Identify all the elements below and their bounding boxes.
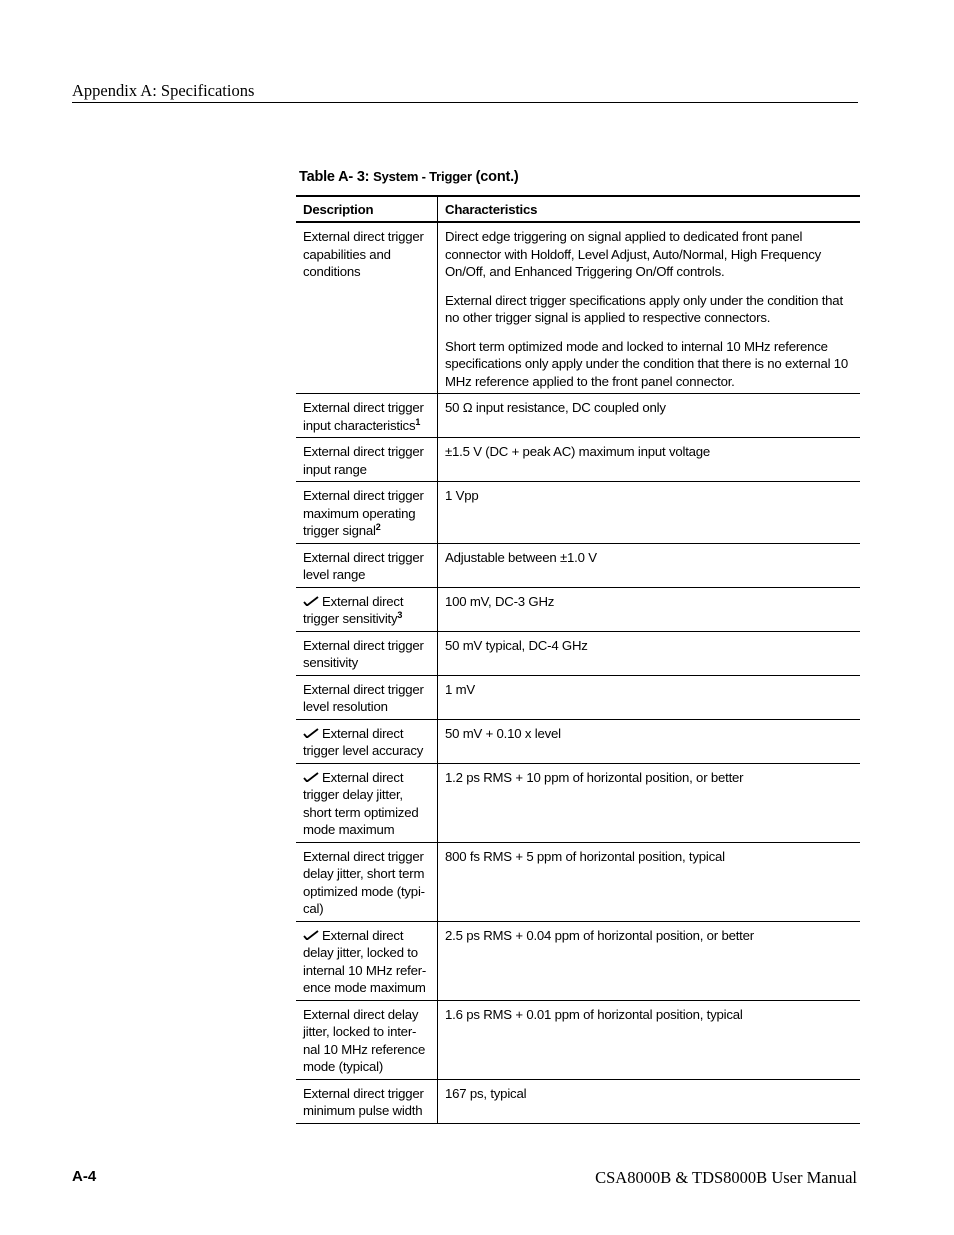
characteristics-text: 1 Vpp bbox=[445, 488, 479, 503]
table-row bbox=[296, 1079, 860, 1123]
description-text: External direct trigger delay jitter, short term optimized mode (typi-cal) bbox=[303, 848, 425, 916]
description-cell bbox=[296, 1079, 438, 1123]
characteristics-cell bbox=[438, 1079, 861, 1123]
characteristics-text: 50 Ω input resistance, DC coupled only bbox=[445, 400, 666, 415]
checkmark-icon bbox=[303, 728, 319, 738]
characteristics-text: 800 fs RMS + 5 ppm of horizontal position, typical bbox=[445, 848, 725, 864]
description-text: External direct trigger level range bbox=[303, 549, 424, 582]
characteristics-cell bbox=[438, 438, 861, 482]
characteristics-text: External direct trigger specifications apply only under the condition that no other trigger signal is applied to respective connectors. bbox=[445, 292, 843, 325]
description-text: External direct trigger sensitivity bbox=[303, 637, 424, 670]
description-cell bbox=[296, 763, 438, 842]
column-header-description: Description bbox=[296, 196, 438, 222]
characteristics-text: Direct edge triggering on signal applied to dedicated front panel connector with Holdoff, Level Adjust, Auto/Normal, High Frequency On/Off, and Enhanced Triggering On/Off controls. bbox=[445, 229, 821, 279]
characteristics-cell bbox=[438, 675, 861, 719]
description-cell bbox=[296, 675, 438, 719]
checkmark-icon bbox=[303, 596, 319, 606]
table-row bbox=[296, 438, 860, 482]
characteristics-text: 1.6 ps RMS + 0.01 ppm of horizontal position, typical bbox=[445, 1006, 743, 1022]
characteristics-cell bbox=[438, 842, 861, 921]
table-row bbox=[296, 543, 860, 587]
characteristics-cell bbox=[438, 482, 861, 544]
characteristics-cell bbox=[438, 631, 861, 675]
characteristics-cell bbox=[438, 1000, 861, 1079]
description-cell bbox=[296, 921, 438, 1000]
table-header-row bbox=[296, 196, 860, 222]
table-row bbox=[296, 587, 860, 631]
description-cell bbox=[296, 1000, 438, 1079]
description-text: External direct trigger level resolution bbox=[303, 681, 424, 714]
characteristics-text: 1.2 ps RMS + 10 ppm of horizontal position, or better bbox=[445, 769, 744, 785]
table-row bbox=[296, 842, 860, 921]
table-body bbox=[296, 222, 860, 1123]
characteristics-cell bbox=[438, 394, 861, 438]
description-text: External direct delay jitter, locked to internal 10 MHz refer-ence mode maximum bbox=[303, 927, 427, 995]
description-cell bbox=[296, 394, 438, 438]
spec-table bbox=[296, 195, 860, 1124]
table-title-prefix: Table A- 3: bbox=[299, 169, 370, 185]
table-row bbox=[296, 394, 860, 438]
running-header: Appendix A: Specifications bbox=[72, 81, 255, 100]
description-text: External direct trigger input characteristics bbox=[303, 400, 424, 433]
characteristics-cell bbox=[438, 222, 861, 394]
characteristics-cell bbox=[438, 587, 861, 631]
header-rule bbox=[72, 102, 858, 103]
table-row bbox=[296, 719, 860, 763]
characteristics-cell bbox=[438, 719, 861, 763]
characteristics-text: 2.5 ps RMS + 0.04 ppm of horizontal position, or better bbox=[445, 927, 754, 943]
characteristics-cell bbox=[438, 921, 861, 1000]
table-row bbox=[296, 675, 860, 719]
column-header-characteristics: Characteristics bbox=[438, 196, 861, 222]
characteristics-text: Adjustable between ±1.0 V bbox=[445, 549, 597, 565]
characteristics-cell bbox=[438, 763, 861, 842]
table-row bbox=[296, 482, 860, 544]
description-text: External direct trigger delay jitter, short term optimized mode maximum bbox=[303, 769, 419, 837]
table-title bbox=[299, 169, 519, 185]
description-text: External direct trigger minimum pulse width bbox=[303, 1085, 424, 1118]
table-row bbox=[296, 921, 860, 1000]
description-text: External direct trigger capabilities and conditions bbox=[303, 229, 424, 279]
characteristics-text: 100 mV, DC-3 GHz bbox=[445, 593, 555, 609]
description-text: External direct trigger level accuracy bbox=[303, 725, 424, 758]
description-cell bbox=[296, 543, 438, 587]
description-text: External direct trigger maximum operating trigger signal bbox=[303, 488, 424, 538]
checkmark-icon bbox=[303, 772, 319, 782]
table-row bbox=[296, 631, 860, 675]
characteristics-text: Short term optimized mode and locked to internal 10 MHz reference specifications only apply under the condition that there is no external 10 MHz reference applied to the front panel connector. bbox=[445, 338, 849, 389]
characteristics-text: ±1.5 V (DC + peak AC) maximum input voltage bbox=[445, 444, 711, 459]
description-text: External direct trigger sensitivity bbox=[303, 593, 404, 626]
table-row bbox=[296, 222, 860, 394]
description-cell bbox=[296, 438, 438, 482]
manual-title: CSA8000B & TDS8000B User Manual bbox=[595, 1168, 857, 1187]
description-cell bbox=[296, 842, 438, 921]
page-number: A-4 bbox=[72, 1168, 97, 1185]
table-row bbox=[296, 763, 860, 842]
footnote-marker: 2 bbox=[375, 522, 381, 532]
characteristics-text: 50 mV + 0.10 x level bbox=[445, 725, 561, 741]
characteristics-text: 167 ps, typical bbox=[445, 1085, 527, 1101]
description-cell bbox=[296, 719, 438, 763]
footnote-marker: 3 bbox=[397, 610, 403, 620]
description-cell bbox=[296, 482, 438, 544]
table-title-suffix: (cont.) bbox=[475, 169, 519, 185]
table-title-name: System - Trigger bbox=[373, 169, 472, 184]
description-cell bbox=[296, 222, 438, 394]
checkmark-icon bbox=[303, 930, 319, 940]
characteristics-text: 1 mV bbox=[445, 681, 475, 697]
description-cell bbox=[296, 587, 438, 631]
description-text: External direct trigger input range bbox=[303, 444, 424, 477]
description-cell bbox=[296, 631, 438, 675]
description-text: External direct delay jitter, locked to inter-nal 10 MHz reference mode (typical) bbox=[303, 1006, 426, 1074]
characteristics-cell bbox=[438, 543, 861, 587]
footnote-marker: 1 bbox=[415, 416, 421, 427]
characteristics-text: 50 mV typical, DC-4 GHz bbox=[445, 637, 588, 653]
table-row bbox=[296, 1000, 860, 1079]
